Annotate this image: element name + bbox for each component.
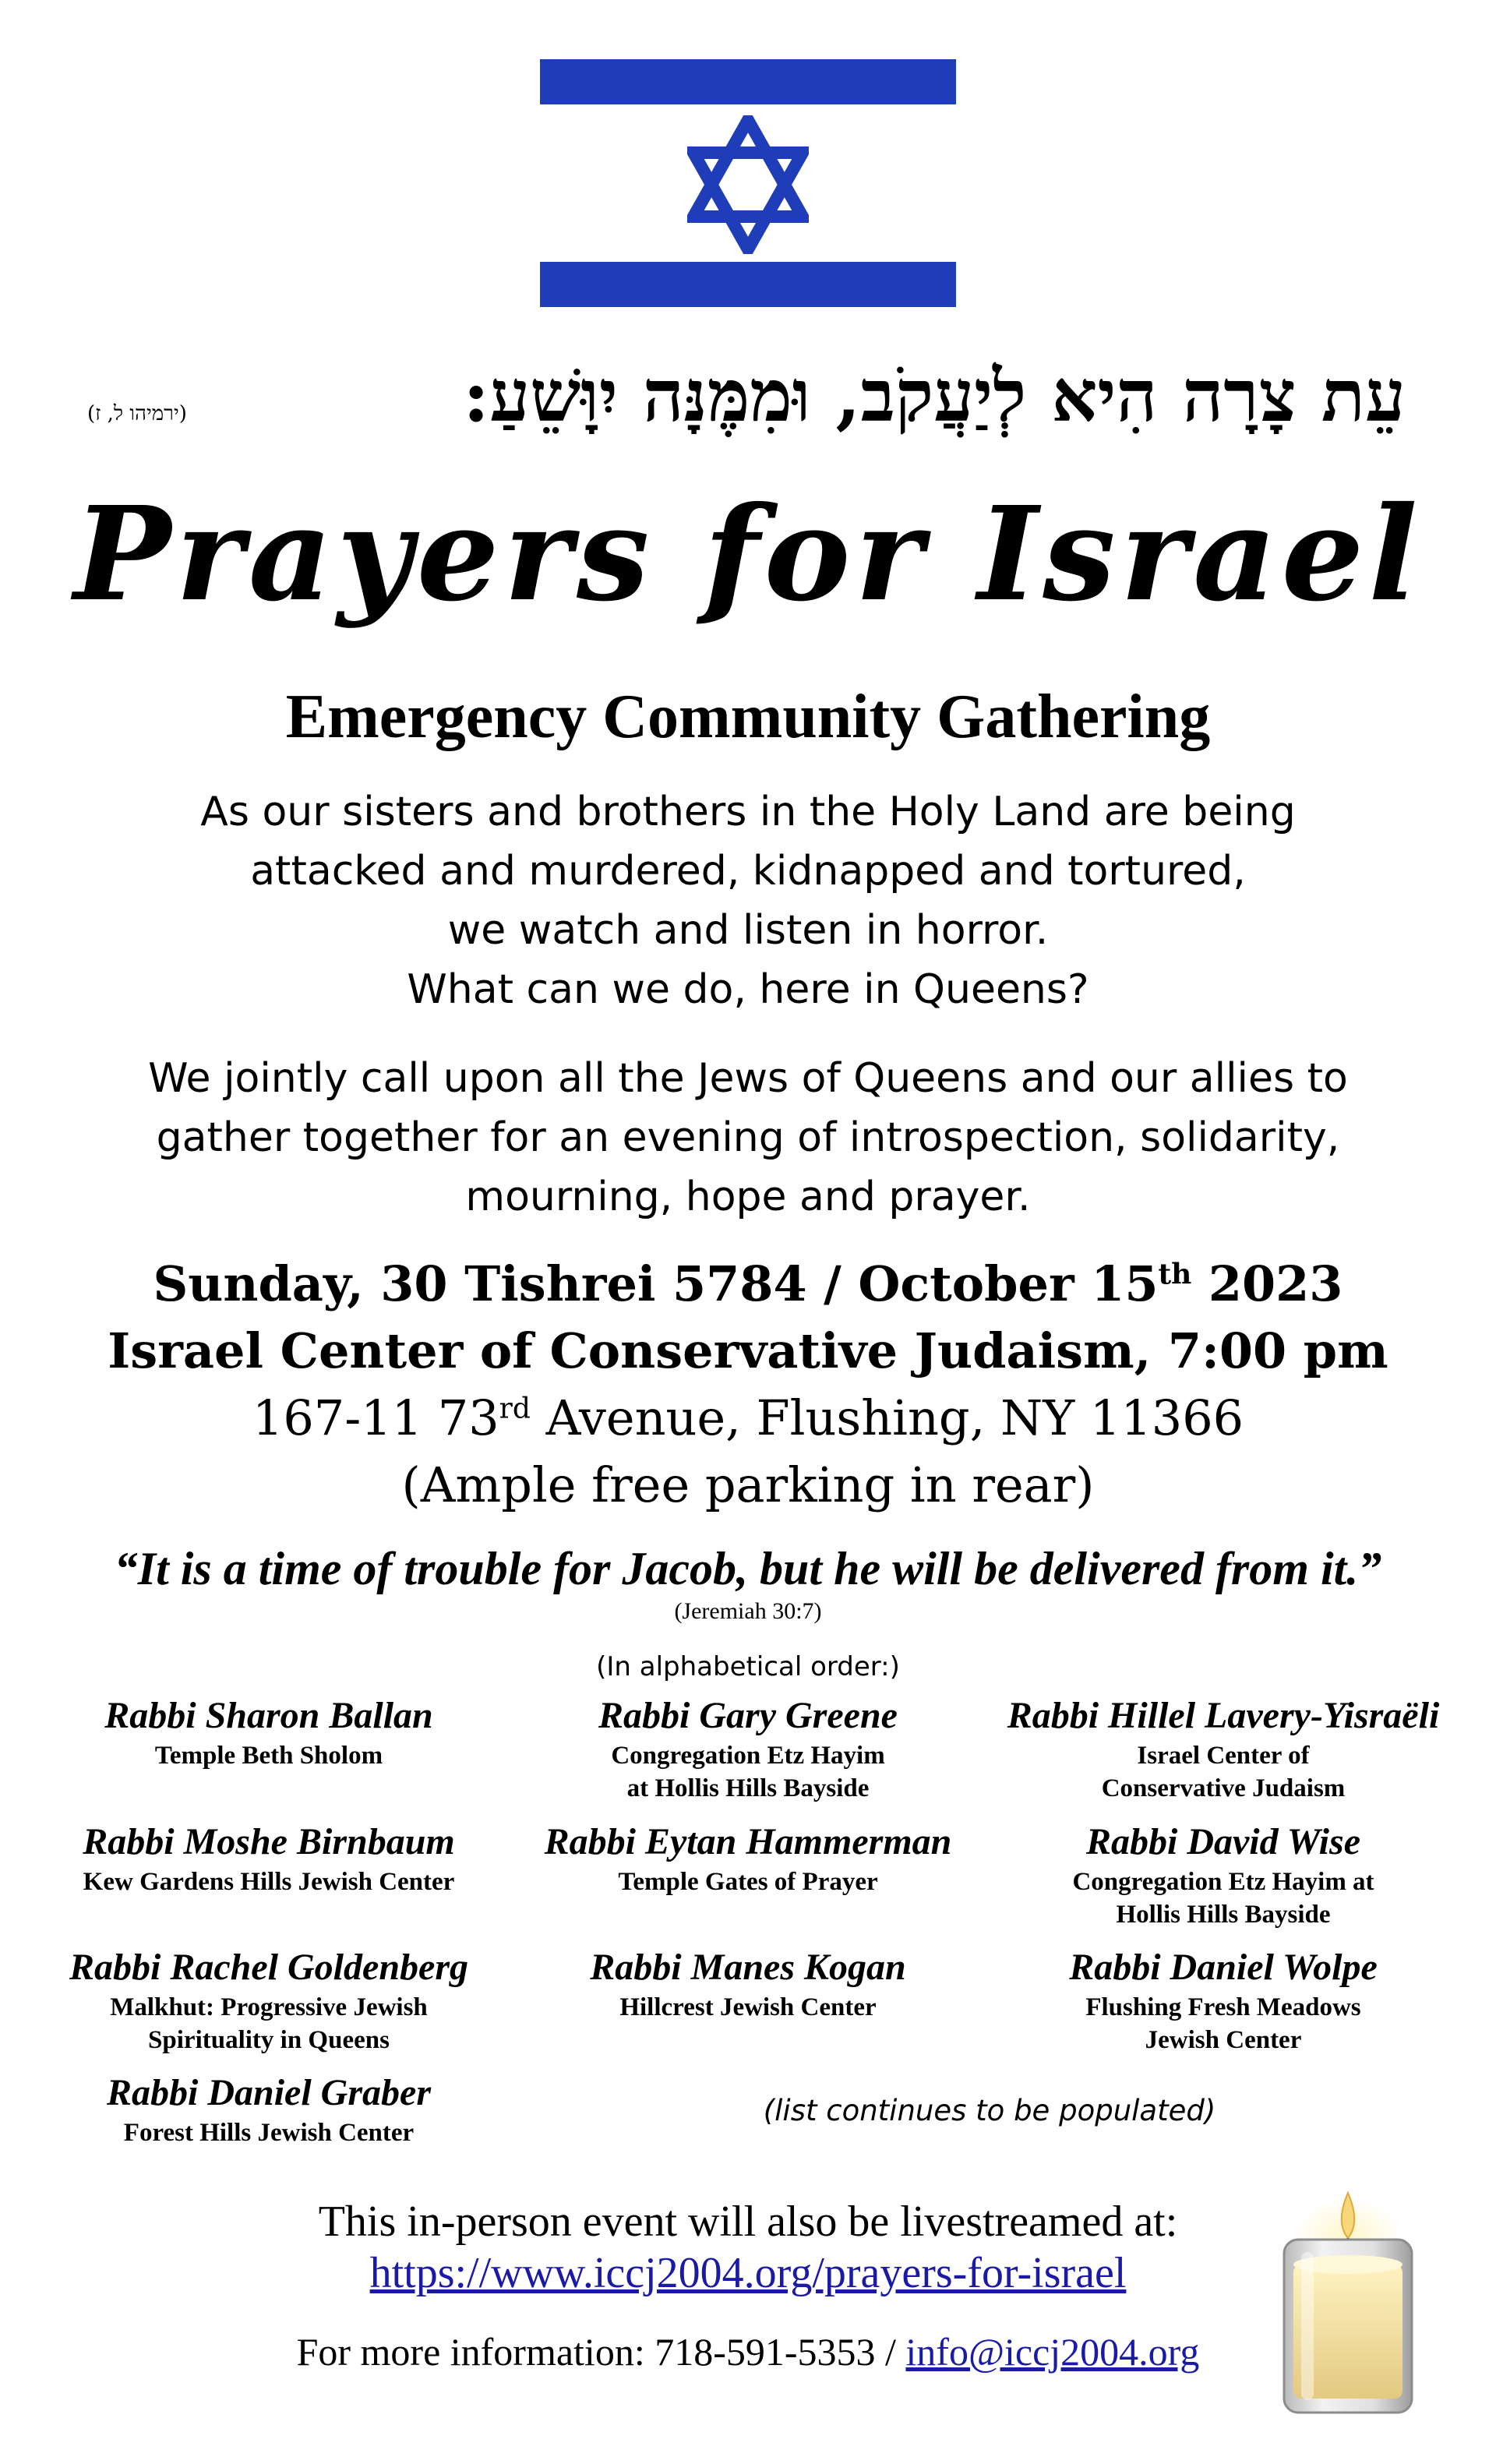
rabbi-entry xyxy=(499,1944,997,2024)
star-of-david-icon xyxy=(687,115,809,254)
event-address xyxy=(0,1385,1496,1452)
rabbi-entry xyxy=(19,2070,518,2149)
event-venue: Israel Center of Conservative Judaism, 7:00 pm xyxy=(108,1322,1388,1379)
rabbi-org: Temple Gates of Prayer xyxy=(618,1868,878,1896)
event-date-year: 2023 xyxy=(1191,1255,1343,1312)
rabbi-name: Rabbi Daniel Wolpe xyxy=(1069,1947,1378,1988)
verse-quote-reference: (Jeremiah 30:7) xyxy=(674,1598,822,1624)
rabbi-org: at Hollis Hills Bayside xyxy=(626,1774,870,1802)
memorial-candle-icon xyxy=(1270,2190,1449,2423)
rabbi-entry xyxy=(499,1693,997,1805)
rabbi-org: Congregation Etz Hayim xyxy=(611,1742,885,1770)
rabbi-org: Conservative Judaism xyxy=(1101,1774,1346,1802)
rabbi-org: Spirituality in Queens xyxy=(148,2026,390,2054)
rabbi-name: Rabbi David Wise xyxy=(1085,1821,1360,1862)
rabbi-name: Rabbi Sharon Ballan xyxy=(104,1695,433,1736)
call-line: gather together for an evening of introspection, solidarity, xyxy=(156,1114,1340,1161)
page-subtitle: Emergency Community Gathering xyxy=(285,683,1211,751)
flag-top-stripe xyxy=(540,59,956,104)
event-date-ordinal: th xyxy=(1158,1258,1192,1291)
rabbi-entry xyxy=(499,1819,997,1898)
rabbi-entry xyxy=(974,1819,1473,1931)
event-date-text: Sunday, 30 Tishrei 5784 / October 15 xyxy=(153,1255,1159,1312)
event-address-ordinal: rd xyxy=(499,1393,531,1425)
alphabetical-note: (In alphabetical order:) xyxy=(596,1651,900,1682)
intro-paragraph xyxy=(0,782,1496,1019)
rabbi-org: Flushing Fresh Meadows xyxy=(1085,1993,1361,2021)
rabbi-name: Rabbi Rachel Goldenberg xyxy=(69,1947,468,1988)
rabbi-entry xyxy=(19,1693,518,1772)
intro-line: attacked and murdered, kidnapped and tortured, xyxy=(250,848,1246,895)
rabbi-name: Rabbi Hillel Lavery-Yisraëli xyxy=(1007,1695,1440,1736)
call-line: mourning, hope and prayer. xyxy=(465,1174,1031,1220)
rabbi-name: Rabbi Eytan Hammerman xyxy=(544,1821,952,1862)
rabbi-name: Rabbi Daniel Graber xyxy=(106,2072,431,2113)
israel-flag xyxy=(540,59,956,307)
rabbi-org: Hillcrest Jewish Center xyxy=(619,1993,877,2021)
event-parking: (Ample free parking in rear) xyxy=(401,1456,1095,1513)
rabbi-org: Israel Center of xyxy=(1137,1742,1310,1770)
event-address-number: 167-11 73 xyxy=(252,1389,499,1446)
contact-email-link[interactable]: info@iccj2004.org xyxy=(905,2330,1200,2374)
rabbi-org: Congregation Etz Hayim at xyxy=(1072,1868,1374,1896)
contact-phone-text: For more information: 718-591-5353 / xyxy=(296,2330,906,2374)
rabbi-entry xyxy=(19,1819,518,1898)
rabbi-name: Rabbi Gary Greene xyxy=(598,1695,898,1736)
page-title: Prayers for Israel xyxy=(73,478,1423,630)
rabbi-org: Temple Beth Sholom xyxy=(154,1742,383,1770)
rabbi-org: Hollis Hills Bayside xyxy=(1116,1901,1331,1929)
rabbi-name: Rabbi Moshe Birnbaum xyxy=(83,1821,455,1862)
rabbi-entry xyxy=(974,1944,1473,2056)
rabbi-entry xyxy=(19,1944,518,2056)
livestream-link[interactable]: https://www.iccj2004.org/prayers-for-israel xyxy=(369,2249,1127,2297)
intro-line: What can we do, here in Queens? xyxy=(407,966,1089,1013)
event-address-street: Avenue, Flushing, NY 11366 xyxy=(530,1389,1244,1446)
event-date xyxy=(0,1251,1496,1318)
rabbi-name: Rabbi Manes Kogan xyxy=(590,1947,906,1988)
verse-quote: “It is a time of trouble for Jacob, but he will be delivered from it.” xyxy=(114,1543,1382,1594)
flag-bottom-stripe xyxy=(540,262,956,307)
livestream-text: This in-person event will also be livestreamed at: xyxy=(318,2197,1178,2246)
rabbi-org: Jewish Center xyxy=(1145,2026,1302,2054)
intro-line: we watch and listen in horror. xyxy=(447,907,1049,954)
hebrew-verse: עֵת צָרָה הִיא לְיַעֲקֹב, וּמִמֶּנָּה יִוָּשֵׁעַ: xyxy=(463,354,1406,438)
hebrew-verse-reference: (ירמיהו ל, ז) xyxy=(87,402,187,425)
rabbi-org: Forest Hills Jewish Center xyxy=(123,2119,415,2147)
rabbi-org: Kew Gardens Hills Jewish Center xyxy=(83,1868,455,1896)
list-continues-note: (list continues to be populated) xyxy=(763,2094,1216,2127)
call-paragraph xyxy=(0,1049,1496,1227)
call-line: We jointly call upon all the Jews of Queens and our allies to xyxy=(148,1055,1348,1102)
rabbi-entry xyxy=(974,1693,1473,1805)
intro-line: As our sisters and brothers in the Holy Land are being xyxy=(200,789,1296,835)
rabbi-org: Malkhut: Progressive Jewish xyxy=(110,1993,428,2021)
hebrew-verse-row xyxy=(78,349,1418,458)
